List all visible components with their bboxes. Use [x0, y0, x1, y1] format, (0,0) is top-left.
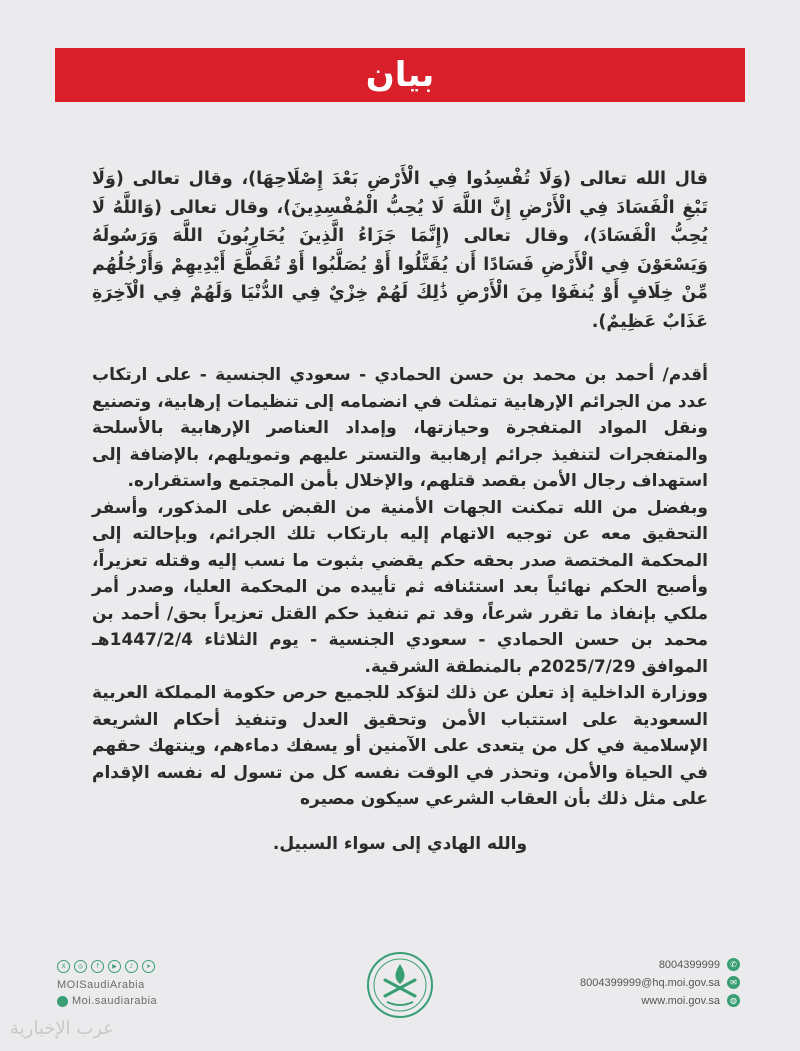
- website-url: www.moi.gov.sa: [641, 994, 720, 1007]
- social-block: [57, 960, 157, 1007]
- quran-quote: قال الله تعالى (وَلَا تُفْسِدُوا فِي الْأَرْضِ بَعْدَ إِصْلَاحِهَا)، وقال تعالى (وَلَا تَبْغِ الْفَسَادَ فِي الْأَرْضِ إِنَّ اللَّهَ لَا يُحِبُّ الْمُفْسِدِينَ)، وقال تعالى (وَاللَّهُ لَا يُحِبُّ الْفَسَادَ)، وقال تعالى (إِنَّمَا جَزَاءُ الَّذِينَ يُحَارِبُونَ اللَّهَ وَرَسُولَهُ وَيَسْعَوْنَ فِي الْأَرْضِ فَسَادًا أَن يُقَتَّلُوا أَوْ يُصَلَّبُوا أَوْ تُقَطَّعَ أَيْدِيهِمْ وَأَرْجُلُهُم مِّنْ خِلَافٍ أَوْ يُنفَوْا مِنَ الْأَرْضِ ذَٰلِكَ لَهُمْ خِزْيٌ فِي الدُّنْيَا وَلَهُمْ فِي الْآخِرَةِ عَذَابٌ عَظِيمٌ).: [92, 169, 708, 332]
- globe-icon: ◍: [727, 994, 740, 1007]
- phone-icon: ✆: [727, 958, 740, 971]
- statement-body: [92, 165, 708, 857]
- contact-block: [580, 958, 740, 1012]
- social-handle[interactable]: MOISaudiArabia: [57, 979, 145, 991]
- snapchat-row[interactable]: [57, 995, 157, 1007]
- paragraph-ministry: ووزارة الداخلية إذ تعلن عن ذلك لتؤكد للجميع حرص حكومة المملكة العربية السعودية على استتباب الأمن وتحقيق العدل وتنفيذ أحكام الشريعة الإسلامية في كل من يتعدى على الآمنين أو يسفك دماءهم، وينتهك حقهم في الحياة والأمن، وتحذر في الوقت نفسه كل من تسول له نفسه الإقدام على مثل ذلك بأن العقاب الشرعي سيكون مصيره: [92, 683, 708, 809]
- watermark-text: عرب الإخبارية: [10, 1018, 115, 1039]
- email-contact[interactable]: [580, 976, 740, 989]
- facebook-icon[interactable]: f: [91, 960, 104, 973]
- banner-title: بيان: [365, 55, 435, 95]
- snapchat-handle: Moi.saudiarabia: [72, 995, 158, 1007]
- footer: [0, 948, 800, 1051]
- paragraph-crimes: أقدم/ أحمد بن محمد بن حسن الحمادي - سعودي الجنسية - على ارتكاب عدد من الجرائم الإرهابية تمثلت في انضمامه إلى تنظيمات إرهابية، وتصنيع ونقل المواد المتفجرة وحيازتها، وإمداد العناصر الإرهابية بالأسلحة والمتفجرات لتنفيذ جرائم إرهابية والتستر عليهم وتمويلهم، بالإضافة إلى استهداف رجال الأمن بقصد قتلهم، والإخلال بأمن المجتمع واستقراره.: [92, 365, 708, 491]
- website-contact[interactable]: [580, 994, 740, 1007]
- phone-number: 8004399999: [658, 958, 720, 971]
- x-icon[interactable]: X: [57, 960, 70, 973]
- tiktok-icon[interactable]: ♪: [125, 960, 138, 973]
- closing-line: والله الهادي إلى سواء السبيل.: [272, 833, 528, 854]
- paragraph-verdict: وبفضل من الله تمكنت الجهات الأمنية من القبض على المذكور، وأسفر التحقيق معه عن توجيه الاتهام إليه بارتكاب تلك الجرائم، وبإحالته إلى المحكمة المختصة صدر بحقه حكم يقضي بثبوت ما نسب إليه وقتله تعزيراً، وأصبح الحكم نهائياً بعد استئنافه ثم تأييده من المحكمة العليا، وصدر أمر ملكي بإنفاذ ما تقرر شرعاً، وقد تم تنفيذ حكم القتل تعزيراً بحق/ أحمد بن محمد بن حسن الحمادي - سعودي الجنسية - يوم الثلاثاء 1447/2/4هـ الموافق 2025/7/29م بالمنطقة الشرقية.: [92, 497, 708, 677]
- ministry-emblem-icon: [365, 950, 435, 1020]
- snapchat-icon: [57, 996, 68, 1007]
- social-icons: [57, 960, 157, 973]
- instagram-icon[interactable]: ◎: [74, 960, 87, 973]
- youtube-icon[interactable]: ▶: [108, 960, 121, 973]
- phone-contact[interactable]: [580, 958, 740, 971]
- statement-banner: [55, 48, 745, 102]
- email-address: 8004399999@hq.moi.gov.sa: [579, 976, 720, 989]
- email-icon: ✉: [727, 976, 740, 989]
- telegram-icon[interactable]: ➤: [142, 960, 155, 973]
